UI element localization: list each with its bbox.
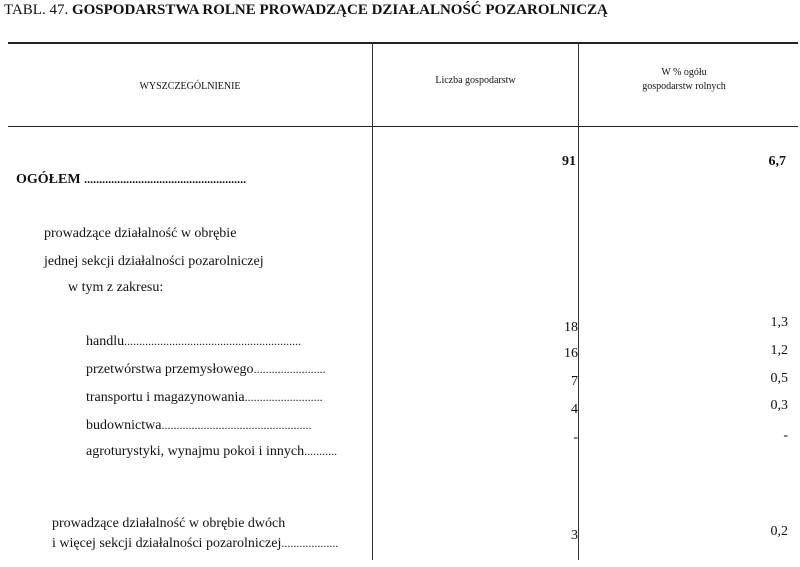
row-budownictwa-percent: 0,3 xyxy=(770,398,788,413)
sub1-line3: w tym z zakresu: xyxy=(68,280,164,295)
column-divider-2 xyxy=(578,42,579,560)
row-handlu-text: handlu xyxy=(86,334,125,349)
sub2-count: 3 xyxy=(571,528,578,543)
header-liczba-gospodarstw: Liczba gospodarstw xyxy=(435,75,516,86)
row-agroturystyki-dots: ........... xyxy=(304,444,338,458)
header-bottom-rule xyxy=(8,126,798,127)
row-transportu-dots: .......................... xyxy=(244,390,323,404)
row-budownictwa-count: 4 xyxy=(571,402,578,417)
row-agroturystyki-percent: - xyxy=(783,428,788,443)
row-total-label xyxy=(16,172,246,188)
sub2-line2-wrap xyxy=(52,536,338,552)
row-budownictwa-label xyxy=(86,418,311,434)
row-transportu-percent: 0,5 xyxy=(770,371,788,386)
sub1-line2: jednej sekcji działalności pozarolniczej xyxy=(44,254,264,269)
row-przetworstwa-count: 16 xyxy=(564,346,578,361)
header-procent-line1: W % ogółu xyxy=(661,67,707,78)
row-agroturystyki-text: agroturystyki, wynajmu pokoi i innych xyxy=(86,444,305,459)
row-przetworstwa-label xyxy=(86,362,326,378)
sub2-dots: ................... xyxy=(281,536,339,550)
column-divider-1 xyxy=(372,42,373,560)
table-title-prefix: TABL. 47. xyxy=(4,2,72,18)
sub2-line2: i więcej sekcji działalności pozarolniczej xyxy=(52,536,282,551)
table-title-caps: GOSPODARSTWA ROLNE PROWADZĄCE DZIAŁALNOŚĆ POZAROLNICZĄ xyxy=(71,2,608,18)
row-przetworstwa-dots: ........................ xyxy=(253,362,326,376)
header-procent xyxy=(579,66,789,94)
row-budownictwa-text: budownictwa xyxy=(86,418,162,433)
top-rule xyxy=(8,42,798,44)
sub2-line1: prowadzące działalność w obrębie dwóch xyxy=(52,516,286,531)
header-procent-line2: gospodarstw rolnych xyxy=(642,81,726,92)
row-agroturystyki-label xyxy=(86,444,337,460)
row-transportu-count: 7 xyxy=(571,374,578,389)
sub2-percent: 0,2 xyxy=(770,524,788,539)
row-transportu-text: transportu i magazynowania xyxy=(86,390,245,405)
row-handlu-dots: ........................................................... xyxy=(124,334,302,348)
row-przetworstwa-percent: 1,2 xyxy=(770,343,788,358)
header-wyszczegolnienie: WYSZCZEGÓLNIENIE xyxy=(139,81,241,92)
row-total-dots: ...................................................... xyxy=(84,172,247,186)
row-total-percent: 6,7 xyxy=(768,154,786,169)
row-agroturystyki-count: - xyxy=(573,430,578,445)
row-handlu-count: 18 xyxy=(564,320,578,335)
row-przetworstwa-text: przetwórstwa przemysłowego xyxy=(86,362,254,377)
row-transportu-label xyxy=(86,390,323,406)
row-total-text: OGÓŁEM xyxy=(16,172,85,187)
sub1-line1: prowadzące działalność w obrębie xyxy=(44,226,237,241)
row-handlu-label xyxy=(86,334,301,350)
table-title xyxy=(4,2,608,19)
row-total-count: 91 xyxy=(562,154,576,169)
row-handlu-percent: 1,3 xyxy=(770,315,788,330)
row-budownictwa-dots: .................................................. xyxy=(161,418,312,432)
